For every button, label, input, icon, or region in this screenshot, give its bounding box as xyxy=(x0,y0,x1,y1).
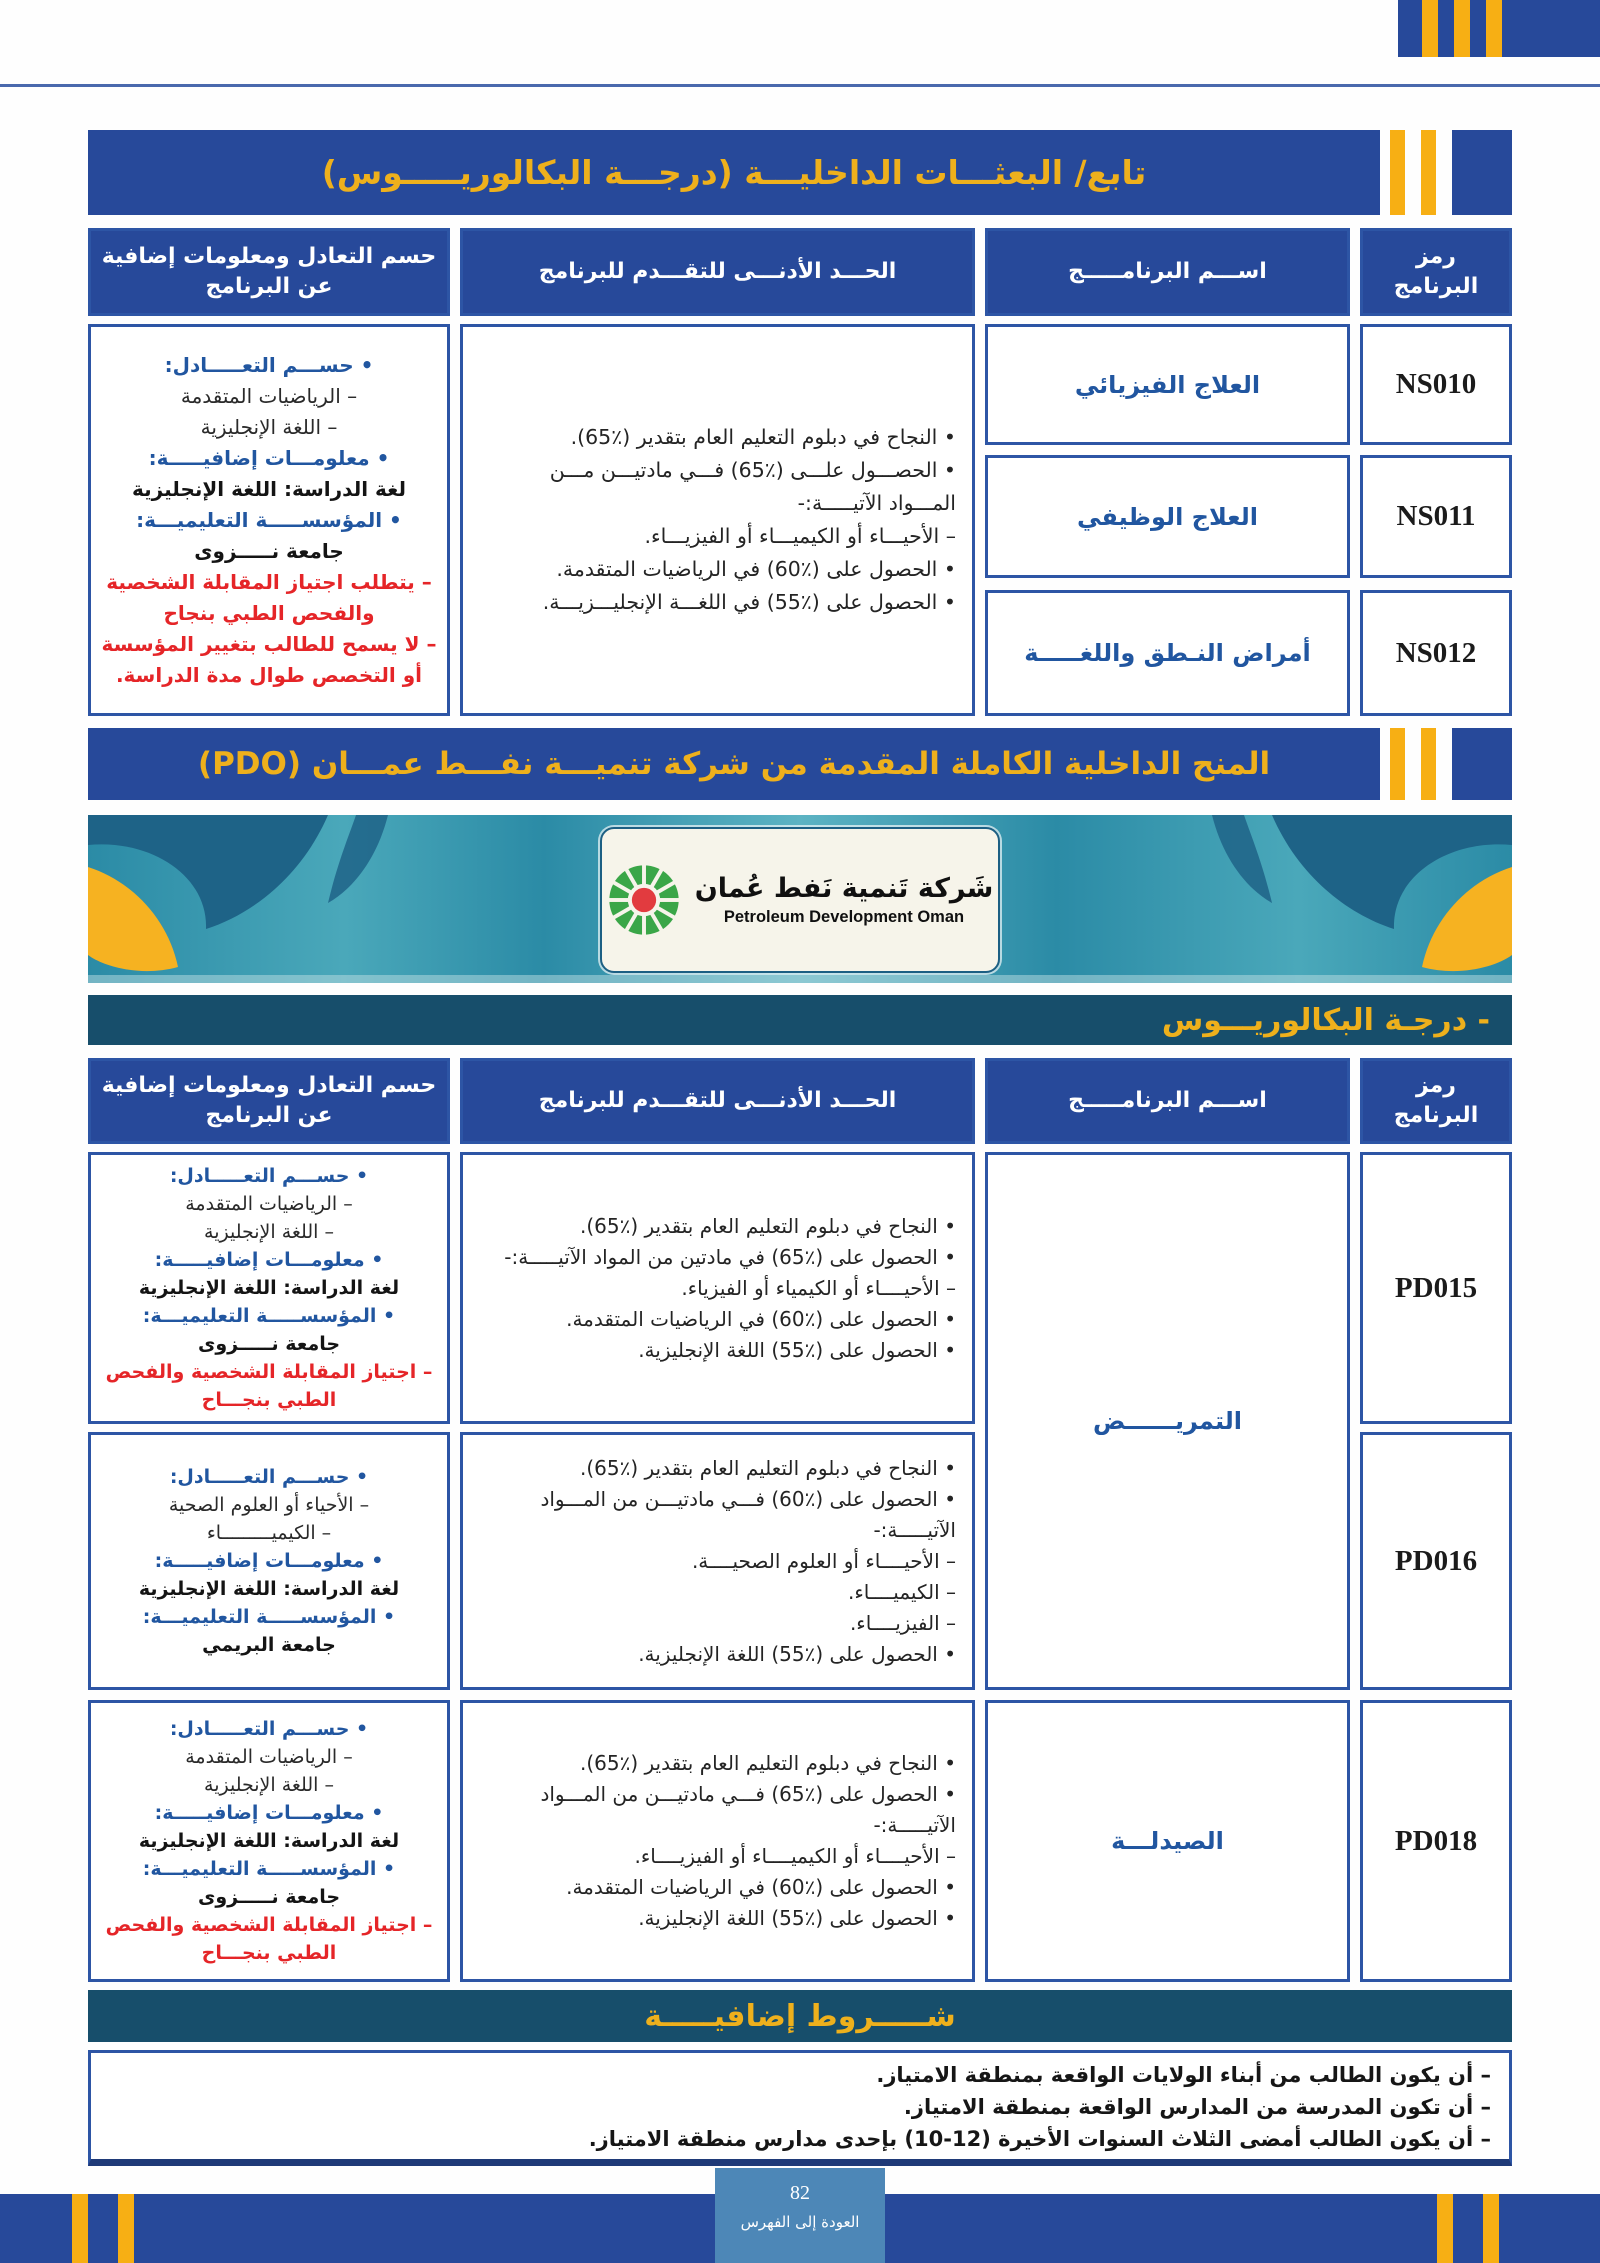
program-name: الصيدلـــة xyxy=(1111,1827,1224,1855)
band2-yellow-bar-1 xyxy=(1390,728,1405,800)
min-line: • الحصول على (٪60) في الرياضيات المتقدمة. xyxy=(566,1306,956,1331)
info-line: – لا يسمح للطالب بتغيير المؤسسة أو التخصص طوال مدة الدراسة. xyxy=(101,631,437,687)
min-line: – الفيزيــــاء. xyxy=(849,1610,956,1635)
info-line: لغة الدراسة: اللغة الإنجليزية xyxy=(138,1578,400,1600)
min-line: • الحصول على (٪55) اللغة الإنجليزية. xyxy=(638,1337,956,1362)
program-code-cell xyxy=(1360,1152,1512,1424)
pdo-arabic-name: شَركة تَنمية نَفط عُمان xyxy=(694,873,994,904)
info-line: لغة الدراسة: اللغة الإنجليزية xyxy=(138,1277,400,1299)
min-line: – الأحيـــاء أو الكيميـــاء أو الفيزيـــاء. xyxy=(644,524,956,548)
min-line: • الحصول على (٪55) في اللغـــة الإنجليـــزيـــة. xyxy=(542,590,956,614)
info-line: لغة الدراسة: اللغة الإنجليزية xyxy=(138,1830,400,1852)
info-line: جامعة البريمي xyxy=(202,1634,336,1656)
min-line: • الحصول على (٪65) في مادتين من المواد الآتيـــــة:- xyxy=(504,1244,956,1269)
col-label-info: حسم التعادل ومعلومات إضافية عن البرنامج xyxy=(101,244,437,299)
info-line: • حســـم التعـــــادل: xyxy=(169,1466,369,1488)
section1-title: تابع/ البعثـــات الداخليـــة (درجـــة البكالوريـــــوس) xyxy=(321,153,1147,192)
info-line: – اجتياز المقابلة الشخصية والفحص الطبي بنجـــاح xyxy=(105,1914,433,1964)
additional-conditions-box xyxy=(88,2050,1512,2166)
pdo-english-name: Petroleum Development Oman xyxy=(723,908,965,926)
program-name: التمريــــــض xyxy=(1092,1407,1243,1435)
info-line: – الأحياء أو العلوم الصحية xyxy=(168,1494,370,1516)
table2-header-name xyxy=(985,1058,1350,1144)
top-yellow-stripe-3 xyxy=(1486,0,1502,57)
program-name-cell xyxy=(985,590,1350,716)
table2-row3-info-cell xyxy=(88,1700,450,1982)
top-divider-line xyxy=(0,84,1600,87)
info-line: • حســـم التعـــــادل: xyxy=(169,1165,369,1187)
min-line: – الأحيــــاء أو العلوم الصحيــــة. xyxy=(691,1548,956,1573)
band1-side-block xyxy=(1452,130,1512,215)
table2-row1-min-cell xyxy=(460,1152,975,1424)
condition-line: – أن يكون الطالب من أبناء الولايات الواقعة بمنطقة الامتياز. xyxy=(876,2063,1491,2087)
min-line: – الأحيــــاء أو الكيميــــاء أو الفيزيــــاء. xyxy=(634,1844,956,1868)
info-line: – اللغة الإنجليزية xyxy=(204,1221,334,1243)
min-line: • الحصول على (٪60) في الرياضيات المتقدمة. xyxy=(566,1875,956,1899)
info-line: – اللغة الإنجليزية xyxy=(204,1774,334,1796)
program-name-cell xyxy=(985,455,1350,578)
program-code: PD016 xyxy=(1394,1544,1478,1577)
min-line: • الحصـــول علـــى (٪65) فـــي مادتيـــن مـــن المـــواد الآتيـــــة:- xyxy=(549,458,956,515)
pdo-rosette-logo-icon xyxy=(607,863,681,937)
min-line: • الحصول على (٪60) فـــي مادتيـــن من المـــواد الآتيـــــة:- xyxy=(540,1486,956,1542)
info-line: – الرياضيات المتقدمة xyxy=(180,383,358,408)
min-line: – الكيميــــاء. xyxy=(848,1579,956,1604)
back-to-index-link[interactable]: العودة إلى الفهرس xyxy=(740,2213,860,2231)
band2-side-block xyxy=(1452,728,1512,800)
footer-yellow-stripe-left-1 xyxy=(72,2194,88,2263)
min-line: • النجاح في دبلوم التعليم العام بتقدير (٪65). xyxy=(579,1455,956,1480)
section2-title: المنح الداخلية الكاملة المقدمة من شركة تنميـــة نفـــط عمـــان (PDO) xyxy=(197,746,1271,782)
program-name-cell xyxy=(985,324,1350,445)
table1-header-code xyxy=(1360,228,1512,316)
program-code: NS011 xyxy=(1396,500,1476,532)
table1-min-cell xyxy=(460,324,975,716)
col-label-min: الحـــد الأدنـــى للتقـــدم للبرنامج xyxy=(538,1088,897,1114)
program-code-cell xyxy=(1360,324,1512,445)
band1-yellow-bar-1 xyxy=(1390,130,1405,215)
info-line: • المؤسســـــة التعليميـــة: xyxy=(142,1305,396,1327)
program-name: العلاج الفيزيائي xyxy=(1074,370,1261,399)
program-code-cell xyxy=(1360,1432,1512,1690)
program-code: PD018 xyxy=(1394,1824,1478,1857)
info-line: • معلومـــات إضافيـــــة: xyxy=(154,1802,384,1824)
min-line: • النجاح في دبلوم التعليم العام بتقدير (٪65). xyxy=(579,1751,956,1775)
table2-header-code xyxy=(1360,1058,1512,1144)
min-line: • النجاح في دبلوم التعليم العام بتقدير (٪65). xyxy=(579,1213,956,1238)
pdo-logo-text xyxy=(695,873,994,927)
info-line: – يتطلب اجتياز المقابلة الشخصية والفحص الطبي بنجاح xyxy=(106,569,432,625)
top-yellow-stripe-2 xyxy=(1454,0,1470,57)
section3-title: - درجـة البكالوريـــوس xyxy=(1161,1002,1490,1038)
program-code-cell xyxy=(1360,590,1512,716)
min-line: • الحصول على (٪60) في الرياضيات المتقدمة. xyxy=(556,557,956,581)
info-line: • معلومـــات إضافيـــــة: xyxy=(154,1550,384,1572)
section3-title-band xyxy=(88,995,1512,1045)
pdo-banner xyxy=(88,815,1512,983)
program-code: PD015 xyxy=(1394,1271,1478,1304)
info-line: • حســـم التعـــــادل: xyxy=(169,1718,369,1740)
info-line: جامعة نـــــزوى xyxy=(197,1333,341,1355)
info-line: • المؤسســـــة التعليميـــة: xyxy=(136,507,402,532)
program-name: العلاج الوظيفي xyxy=(1077,502,1258,531)
footer-yellow-stripe-right-2 xyxy=(1483,2194,1499,2263)
footer-yellow-stripe-left-2 xyxy=(118,2194,134,2263)
info-line: • حســـم التعـــــادل: xyxy=(164,352,374,377)
program-code-cell xyxy=(1360,455,1512,578)
col-label-min: الحـــد الأدنـــى للتقـــدم للبرنامج xyxy=(538,259,897,285)
info-line: • معلومـــات إضافيـــــة: xyxy=(154,1249,384,1271)
info-line: – الرياضيات المتقدمة xyxy=(185,1746,353,1768)
pdo-logo-card xyxy=(600,827,1000,973)
program-code: NS012 xyxy=(1395,636,1477,669)
info-line: جامعة نـــــزوى xyxy=(197,1886,341,1908)
table2-row3-min-cell xyxy=(460,1700,975,1982)
band1-yellow-bar-2 xyxy=(1421,130,1436,215)
min-line: • الحصول على (٪55) اللغة الإنجليزية. xyxy=(638,1641,956,1666)
info-line: – اللغة الإنجليزية xyxy=(200,414,338,439)
col-label-info: حسم التعادل ومعلومات إضافية عن البرنامج xyxy=(101,1073,437,1128)
info-line: – الكيميـــــــــاء xyxy=(206,1522,332,1544)
info-line: – الرياضيات المتقدمة xyxy=(185,1193,353,1215)
table1-header-name xyxy=(985,228,1350,316)
info-line: • المؤسســـــة التعليميـــة: xyxy=(142,1858,396,1880)
table1-header-min xyxy=(460,228,975,316)
page-number: 82 xyxy=(790,2182,810,2204)
section1-title-band xyxy=(88,130,1380,215)
info-line: • المؤسســـــة التعليميـــة: xyxy=(142,1606,396,1628)
table2-row1-info-cell xyxy=(88,1152,450,1424)
section2-title-band xyxy=(88,728,1380,800)
condition-line: – أن تكون المدرسة من المدارس الواقعة بمنطقة الامتياز. xyxy=(903,2095,1491,2119)
info-line: • معلومـــات إضافيـــــة: xyxy=(148,445,390,470)
table2-header-info xyxy=(88,1058,450,1144)
program-name-cell-nursing xyxy=(985,1152,1350,1690)
band2-yellow-bar-2 xyxy=(1421,728,1436,800)
footer-yellow-stripe-right-1 xyxy=(1437,2194,1453,2263)
top-yellow-stripe-1 xyxy=(1422,0,1438,57)
col-label-name: اســـم البرنامـــــج xyxy=(1068,259,1267,285)
program-code-cell xyxy=(1360,1700,1512,1982)
table1-header-info xyxy=(88,228,450,316)
table2-row2-info-cell xyxy=(88,1432,450,1690)
min-line: • الحصول على (٪55) اللغة الإنجليزية. xyxy=(638,1906,956,1930)
col-label-name: اســـم البرنامـــــج xyxy=(1068,1088,1267,1114)
min-line: • الحصول على (٪65) فـــي مادتيـــن من المـــواد الآتيـــــة:- xyxy=(540,1782,956,1837)
col-label-code: رمز البرنامج xyxy=(1393,244,1479,299)
section4-title: شـــــروط إضافيـــــة xyxy=(644,1998,956,2034)
section4-title-band xyxy=(88,1990,1512,2042)
info-line: لغة الدراسة: اللغة الإنجليزية xyxy=(132,476,406,501)
program-name-cell-pharmacy xyxy=(985,1700,1350,1982)
info-line: – اجتياز المقابلة الشخصية والفحص الطبي بنجـــاح xyxy=(105,1361,433,1411)
program-code: NS010 xyxy=(1395,368,1477,400)
table1-info-cell xyxy=(88,324,450,716)
table2-row2-min-cell xyxy=(460,1432,975,1690)
col-label-code: رمز البرنامج xyxy=(1393,1073,1479,1128)
info-line: جامعة نـــــزوى xyxy=(194,538,344,563)
back-to-index-tab[interactable] xyxy=(715,2168,885,2263)
min-line: • النجاح في دبلوم التعليم العام بتقدير (٪65). xyxy=(570,425,956,449)
condition-line: – أن يكون الطالب أمضى الثلاث السنوات الأخيرة (12-10) بإحدى مدارس منطقة الامتياز. xyxy=(588,2127,1491,2151)
program-name: أمراض النـطق واللغـــــة xyxy=(1024,639,1311,667)
table2-header-min xyxy=(460,1058,975,1144)
min-line: – الأحيــــاء أو الكيمياء أو الفيزياء. xyxy=(681,1275,956,1300)
